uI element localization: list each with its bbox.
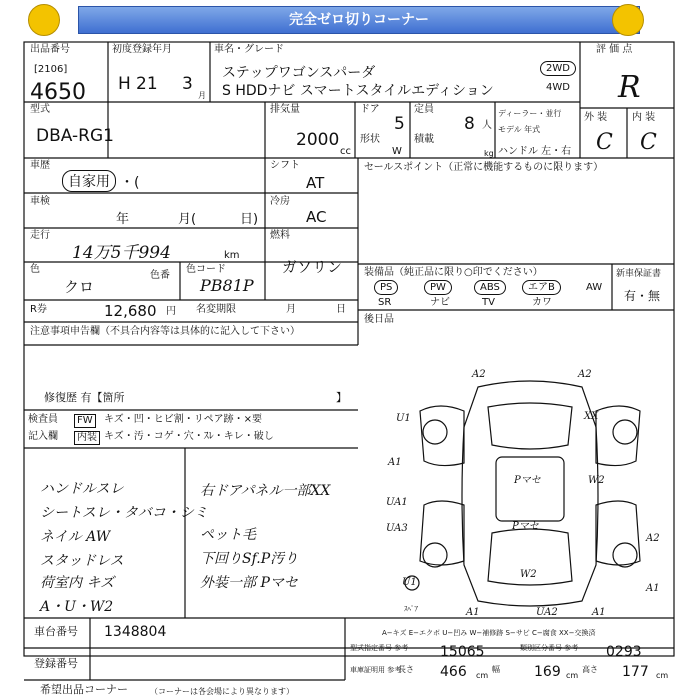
remark-left-6: A・U・W2 [40, 599, 114, 615]
width-unit: cm [566, 671, 579, 680]
lot-number: 4650 [30, 80, 86, 105]
recycle-label: R券 [30, 304, 47, 315]
shift-value: AT [306, 174, 325, 192]
mark-pmase-roof: Pマセ [514, 475, 541, 486]
spec-label: 型式指定番号 参考 [350, 644, 409, 652]
remark-left-3: ネイル AW [40, 529, 111, 545]
shape-value: W [392, 146, 402, 157]
doors-label: ドア [360, 104, 380, 115]
inspect-label2: 記入欄 [28, 431, 58, 442]
length-note: 車庫証明用 参考 [350, 666, 402, 674]
repair-close: 】 [336, 391, 347, 404]
mileage-unit: km [224, 250, 240, 261]
remark-right-1: 右ドアパネル一部XX [200, 483, 331, 499]
new-car-warranty-value: 有・無 [624, 289, 661, 303]
load-label: 積載 [414, 134, 434, 145]
first-reg-label: 初度登録年月 [112, 44, 172, 55]
drive-4wd: 4WD [546, 82, 570, 93]
color-code-label: 色コード [186, 264, 226, 275]
car-diagram [386, 365, 660, 618]
dealer-label: ディーラー・並行 [498, 109, 562, 118]
height-unit: cm [656, 671, 669, 680]
mark-u1: U1 [396, 413, 411, 424]
car-name: ステップワゴンスパーダ [222, 65, 376, 81]
class-label: 類別区分番号 参考 [520, 644, 579, 652]
load-unit: kg [484, 149, 494, 158]
history-value: 自家用 [62, 170, 116, 192]
lot-sub: [2106] [34, 64, 68, 75]
model-label: 型式 [30, 104, 50, 115]
drive-2wd: 2WD [540, 56, 576, 76]
remark-right-5: 外装一部 Pマセ [200, 575, 298, 591]
class-value: 0293 [606, 644, 642, 660]
lot-label: 出品番号 [30, 44, 70, 55]
legend: A−キズ E−エクボ U−凹み W−補修跡 S−サビ C−腐食 XX−交換済 [382, 629, 596, 637]
grade-value: R [618, 70, 641, 105]
name-change-day: 日 [336, 304, 346, 315]
shaken-day: 日) [240, 212, 259, 227]
mark-a2-front-left: A2 [472, 369, 486, 380]
shaken-month: 月( [178, 212, 197, 227]
equip-abs: ABS [474, 280, 506, 295]
displacement-label: 排気量 [270, 104, 300, 115]
grade-label: 評 価 点 [596, 44, 633, 55]
mark-a2-right: A2 [646, 533, 660, 544]
shaken-label: 車検 [30, 196, 50, 207]
interior-value: C [640, 130, 657, 155]
displacement-unit: cc [340, 146, 351, 157]
car-grade: S HDDナビ スマートスタイルエディション [222, 83, 494, 99]
notes-label: 注意事項申告欄（不具合内容等は具体的に記入して下さい） [30, 326, 300, 337]
displacement-value: 2000 [296, 130, 340, 150]
first-reg-era: H [118, 74, 131, 94]
fuel-label: 燃料 [270, 230, 290, 241]
equip-tv: TV [482, 297, 495, 308]
width-value: 169 [534, 664, 561, 680]
inspect-row2-head: 内装 [74, 431, 100, 445]
model-year-label: モデル 年式 [498, 125, 541, 134]
length-value: 466 [440, 664, 467, 680]
mark-ua3: UA3 [386, 523, 408, 534]
recycle-value: 12,680 [104, 302, 157, 320]
equip-pw: PW [424, 280, 452, 295]
chassis-value: 1348804 [104, 624, 167, 640]
capacity-unit: 人 [482, 120, 492, 131]
repair-history: 修復歴 有【箇所 [44, 391, 125, 404]
chassis-label: 車台番号 [34, 625, 78, 638]
banner-title: 完全ゼロ切りコーナー [78, 6, 640, 34]
height-value: 177 [622, 664, 649, 680]
exterior-label: 外 装 [584, 112, 608, 123]
remark-left-4: スタッドレス [40, 553, 124, 569]
mark-a1-rear-right: A1 [646, 583, 660, 594]
equip-aw: AW [586, 282, 603, 293]
exterior-value: C [596, 130, 613, 155]
ac-value: AC [306, 208, 327, 226]
model-value: DBA-RG1 [36, 126, 114, 146]
remark-left-2: シートスレ・タバコ・シミ [40, 505, 208, 521]
fuel-value: ガソリン [282, 258, 343, 276]
mark-w2-right: W2 [588, 475, 605, 486]
mark-w2-back: W2 [520, 569, 537, 580]
length-unit: cm [476, 671, 489, 680]
shape-label: 形状 [360, 134, 380, 145]
first-reg-month: 3 [182, 74, 193, 94]
shift-label: シフト [270, 160, 300, 171]
name-change-month: 月 [286, 304, 296, 315]
remark-right-3: ペット毛 [200, 527, 256, 543]
history-suffix: ・( [120, 175, 140, 191]
footer-label: 希望出品コーナー [40, 683, 128, 696]
ac-label: 冷房 [270, 196, 290, 207]
car-label: 車名・グレード [214, 44, 284, 55]
inspect-row1-head: FW [74, 414, 96, 428]
post-label: 後日品 [364, 314, 394, 325]
mark-u1-spare: U1 [402, 577, 417, 588]
shaken-year: 年 [116, 212, 130, 227]
mark-a2-front-right: A2 [578, 369, 592, 380]
inspect-row1: キズ・凹・ヒビ割・リペア跡・×要 [104, 414, 262, 425]
mileage-label: 走行 [30, 230, 50, 241]
width-label: 幅 [492, 665, 500, 674]
mark-ua2: UA2 [536, 607, 558, 618]
remark-left-5: 荷室内 キズ [40, 575, 115, 591]
capacity-label: 定員 [414, 104, 434, 115]
equip-kawa: カワ [532, 297, 552, 308]
equipment-label: 装備品（純正品に限り○印でください） [364, 267, 543, 278]
sales-point-label: セールスポイント（正常に機能するものに限ります） [364, 162, 604, 173]
mark-a1-left: A1 [388, 457, 402, 468]
doors-value: 5 [394, 114, 405, 134]
registration-label: 登録番号 [34, 657, 78, 670]
equip-navi: ナビ [430, 297, 450, 308]
color-num-label: 色番 [150, 270, 170, 281]
inspect-row2: キズ・汚・コゲ・穴・ｽﾚ・キレ・破し [104, 431, 274, 442]
equip-sr: SR [378, 297, 392, 308]
history-label: 車歴 [30, 160, 50, 171]
mark-a1-bottom: A1 [592, 607, 606, 618]
mark-ua1: UA1 [386, 497, 408, 508]
spec-value: 15065 [440, 644, 485, 660]
length-label: 長さ [398, 665, 414, 674]
spare-label: ｽﾍﾟｱ [404, 605, 418, 613]
equip-ps: PS [374, 280, 398, 295]
color-value: クロ [64, 278, 95, 296]
interior-label: 内 装 [632, 112, 656, 123]
recycle-unit: 円 [166, 306, 176, 317]
remark-left-1: ハンドルスレ [40, 481, 124, 497]
first-reg-month-unit: 月 [198, 91, 206, 100]
new-car-warranty-label: 新車保証書 [616, 269, 662, 279]
remark-right-4: 下回りSf.P汚り [200, 551, 299, 567]
mark-a1-rear: A1 [466, 607, 480, 618]
capacity-value: 8 [464, 114, 475, 134]
footer-note: （コーナーは各会場により異なります） [150, 687, 294, 696]
mark-pmase-rear: Pマセ [512, 521, 539, 532]
inspect-label1: 検査員 [28, 414, 58, 425]
height-label: 高さ [582, 665, 598, 674]
first-reg-year: 21 [136, 74, 158, 94]
color-code-value: PB81P [200, 276, 254, 295]
color-label: 色 [30, 264, 40, 275]
name-change-label: 名変期限 [196, 304, 236, 315]
mark-xx: XX [584, 411, 599, 422]
handle-label: ハンドル 左・右 [498, 146, 572, 157]
mileage-value: 14万5千994 [72, 243, 171, 263]
equip-airbag: エアB [522, 280, 561, 295]
